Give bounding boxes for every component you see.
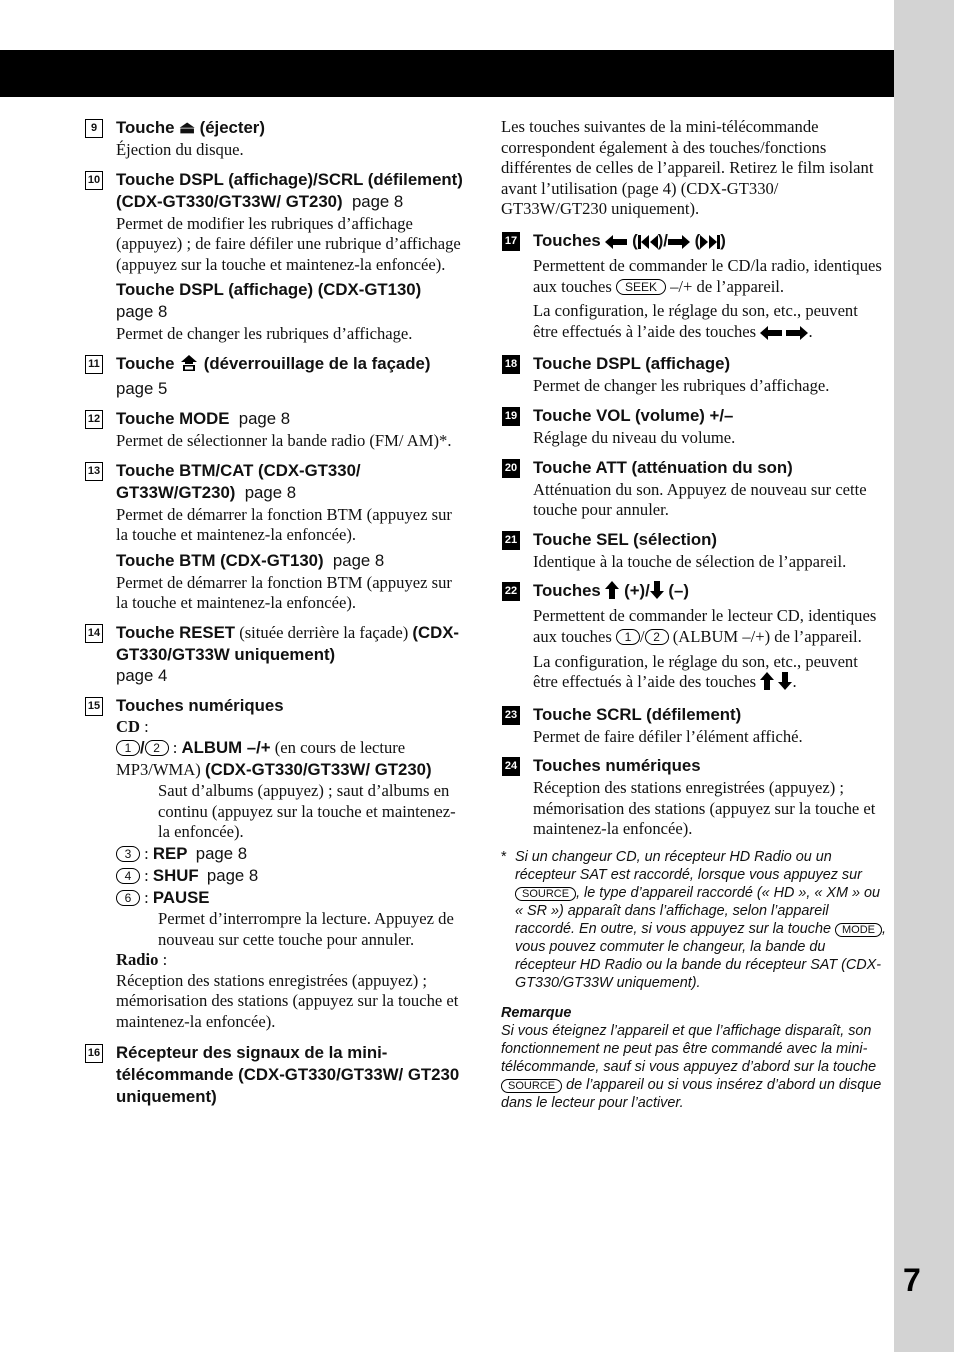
item-number: 20 xyxy=(502,459,520,478)
item-desc: Permet de changer les rubriques d’affichage. xyxy=(533,376,830,396)
pause-label: PAUSE xyxy=(152,887,210,907)
item-title-2: (+)/ xyxy=(624,581,650,601)
item-14 xyxy=(84,622,464,687)
album-models: (CDX-GT330/GT33W/ GT230) xyxy=(204,760,432,780)
colon: : xyxy=(162,950,168,970)
down-arrow-icon xyxy=(650,581,664,605)
page-ref: page 8 xyxy=(195,843,248,863)
item-desc: Permettent de commander le lecteur CD, identiques aux touches xyxy=(533,606,877,646)
item-desc: Permet de modifier les rubriques d’affichage (appuyez) ; de faire défiler une rubrique d’affichage (appuyez sur la touche et maintenez-la enfoncée). xyxy=(116,213,461,274)
item-title: Touche VOL (volume) +/– xyxy=(533,405,734,425)
footnote-star: * xyxy=(501,849,507,866)
cd-label: CD xyxy=(116,716,140,736)
item-title: Touche SCRL (défilement) xyxy=(533,704,742,724)
key-2-icon: 2 xyxy=(145,740,169,756)
item-title: Touche xyxy=(116,118,175,137)
item-title: Touche ATT (atténuation du son) xyxy=(533,457,793,477)
item-desc: La configuration, le réglage du son, etc., peuvent être effectués à l’aide des touches xyxy=(533,651,858,692)
item-number: 24 xyxy=(502,757,520,776)
item-number: 10 xyxy=(85,171,103,190)
item-desc: Réception des stations enregistrées (appuyez) ; mémorisation des stations (appuyez sur la touche et maintenez-la enfoncée). xyxy=(533,778,876,839)
left-arrow-icon xyxy=(760,325,782,346)
item-number: 18 xyxy=(502,355,520,374)
item-10 xyxy=(84,169,464,345)
paren: ) xyxy=(720,230,726,250)
up-arrow-icon xyxy=(605,581,619,605)
right-column xyxy=(501,117,886,1112)
album-label: ALBUM –/+ xyxy=(181,738,271,758)
key-1-icon: 1 xyxy=(616,629,640,645)
item-number: 11 xyxy=(85,355,103,374)
item-title: Touche MODE xyxy=(116,408,230,428)
left-arrow-icon xyxy=(605,233,627,255)
item-number: 19 xyxy=(502,407,520,426)
item-title-2: (déverrouillage de la façade) xyxy=(203,353,431,373)
footnote-text: Si un changeur CD, un récepteur HD Radio ou un récepteur SAT est raccordé, lorsque vous appuyez sur xyxy=(515,849,862,884)
item-subtitle: Touche BTM (CDX-GT130) xyxy=(116,550,324,570)
item-desc: Permet de changer les rubriques d’affichage. xyxy=(116,324,413,344)
item-note: (située derrière la façade) xyxy=(239,622,409,642)
pause-desc: Permet d’interrompre la lecture. Appuyez de nouveau sur cette touche pour annuler. xyxy=(158,908,454,949)
key-3-icon: 3 xyxy=(116,846,140,862)
item-subtitle: Touche DSPL (affichage) (CDX-GT130) xyxy=(116,280,422,300)
item-title: Touches xyxy=(533,230,601,250)
page-ref: page 8 xyxy=(244,482,297,502)
page-number: 7 xyxy=(903,1262,921,1298)
item-title-2: (éjecter) xyxy=(199,118,265,137)
footnote-text-3: , vous pouvez commuter le changeur, la bande du récepteur HD Radio ou la bande du récepteur SAT (CDX-GT330/GT33W uniquement). xyxy=(515,921,886,992)
next-track-icon xyxy=(700,233,720,255)
right-arrow-icon xyxy=(668,233,690,255)
item-number: 9 xyxy=(85,119,103,138)
radio-desc: Réception des stations enregistrées (appuyez) ; mémorisation des stations (appuyez sur la touche et maintenez-la enfoncée). xyxy=(116,970,459,1031)
footnote-text-2: , le type d’appareil raccordé (« HD », « XM » ou « SR ») apparaît dans l’affichage, selon l’appareil raccordé. En outre, si vous appuyez sur la touche xyxy=(515,885,881,938)
page-ref: page 4 xyxy=(116,665,168,685)
colon: : xyxy=(144,716,149,736)
remark xyxy=(501,1004,886,1112)
item-20 xyxy=(501,457,886,521)
item-title: Récepteur des signaux de la mini-télécommande (CDX-GT330/GT33W/ GT230 uniquement) xyxy=(116,1043,460,1107)
paren-slash: )/ xyxy=(657,230,668,250)
slash: / xyxy=(140,738,145,758)
item-models: (CDX-GT330/GT33W uniquement) xyxy=(116,622,460,664)
key-6-icon: 6 xyxy=(116,890,140,906)
item-title-3: (–) xyxy=(668,581,689,601)
remark-text-2: de l’appareil ou si vous insérez d’abord un disque dans le lecteur pour l’activer. xyxy=(501,1077,882,1112)
source-key-icon: SOURCE xyxy=(501,1079,562,1093)
item-23 xyxy=(501,704,886,748)
item-desc: Atténuation du son. Appuyez de nouveau sur cette touche pour annuler. xyxy=(533,479,867,520)
mode-key-icon: MODE xyxy=(835,923,882,937)
page-ref: page 8 xyxy=(116,302,168,322)
key-2-icon: 2 xyxy=(645,629,669,645)
eject-icon: ⏏ xyxy=(179,118,195,137)
remark-text: Si vous éteignez l’appareil et que l’affichage disparaît, son fonctionnement ne peut pas être commandé avec la mini-télécommande, sauf si vous appuyez d’abord sur la touche xyxy=(501,1023,877,1076)
item-title: Touche SEL (sélection) xyxy=(533,529,718,549)
item-title: Touche BTM/CAT (CDX-GT330/ GT33W/GT230) xyxy=(116,460,361,502)
item-9 xyxy=(84,117,464,161)
item-16 xyxy=(84,1042,464,1108)
item-number: 12 xyxy=(85,410,103,429)
item-11 xyxy=(84,353,464,400)
item-desc: Permettent de commander le CD/la radio, identiques aux touches xyxy=(533,255,882,296)
item-19 xyxy=(501,405,886,449)
source-key-icon: SOURCE xyxy=(515,887,576,901)
item-number: 17 xyxy=(502,232,520,251)
item-desc: La configuration, le réglage du son, etc., peuvent être effectués à l’aide des touches xyxy=(533,301,858,341)
item-number: 15 xyxy=(85,697,103,716)
item-title: Touches numériques xyxy=(533,756,701,776)
item-desc: Permet de démarrer la fonction BTM (appuyez sur la touche et maintenez-la enfoncée). xyxy=(116,572,452,613)
paren: ( xyxy=(694,230,701,250)
item-title: Touche DSPL (affichage)/SCRL (défilement) (CDX-GT330/GT33W/ GT230) xyxy=(116,169,463,211)
item-title: Touche DSPL (affichage) xyxy=(533,354,731,374)
seek-key-icon: SEEK xyxy=(616,279,666,295)
up-arrow-icon xyxy=(760,672,774,696)
prev-track-icon xyxy=(638,233,658,255)
page-ref: page 5 xyxy=(116,378,168,398)
item-number: 14 xyxy=(85,624,103,643)
item-21 xyxy=(501,529,886,573)
paren: ( xyxy=(632,230,638,250)
item-17: 17 Touches ( )/ ( ) Permettent de commander le CD/la radio, identiques aux touches SEEK –/+ de l’appareil. La configuration, le réglage du son, etc., peuvent être effectués à l’aide des touches . xyxy=(501,230,886,345)
item-number: 21 xyxy=(502,531,520,550)
item-15: 15 Touches numériques CD : 1 / 2 : ALBUM –/+ (en cours de lecture MP3/WMA) (CDX-GT330/GT33W/ GT230) Saut d’albums (appuyez) ; saut d’albums en continu (appuyez sur la touche et maintenez-la enfoncée). 3 : REP page 8 4 : SHUF page 8 6 : PAUSE Permet d’interrompre la lecture. Appuyez de nouveau sur cette touche pour annuler. Radio : Réception des stations enregistrées (appuyez) ; mémorisation des stations (appuyez sur la touche et maintenez-la enfoncée). xyxy=(84,695,464,1033)
item-number: 22 xyxy=(502,582,520,601)
item-number: 13 xyxy=(85,462,103,481)
item-desc: Réglage du niveau du volume. xyxy=(533,427,736,447)
shuf-label: SHUF xyxy=(152,865,199,885)
item-13 xyxy=(84,460,464,614)
key-4-icon: 4 xyxy=(116,868,140,884)
right-arrow-icon xyxy=(786,325,808,346)
item-desc-2: (ALBUM –/+) de l’appareil. xyxy=(672,626,862,646)
remark-title: Remarque xyxy=(501,1005,572,1022)
page-ref: page 8 xyxy=(351,191,404,211)
item-title: Touche RESET xyxy=(116,622,236,642)
page-ref: page 8 xyxy=(206,865,259,885)
item-title: Touche xyxy=(116,353,175,373)
page-side-tab xyxy=(894,0,954,1352)
release-icon xyxy=(179,354,199,378)
item-desc-2: –/+ de l’appareil. xyxy=(670,276,785,296)
header-bar xyxy=(0,50,894,97)
item-desc: Permet de sélectionner la bande radio (FM/ AM)*. xyxy=(116,430,452,450)
footnote xyxy=(501,848,886,992)
item-title: Touches xyxy=(533,581,601,601)
item-22: 22 Touches (+)/ (–) Permettent de commander le lecteur CD, identiques aux touches 1 / 2 (ALBUM –/+) de l’appareil. La configuration, le réglage du son, etc., peuvent être effectués à l’aide des touches . xyxy=(501,580,886,695)
intro-text: Les touches suivantes de la mini-télécommande correspondent également à des touches/fonctions différentes de celles de l’appareil. Retirez le film isolant avant l’utilisation (page 4) (CDX-GT330/ GT33W/GT230 uniquement). xyxy=(501,117,874,219)
item-desc: Permet de faire défiler l’élément affiché. xyxy=(533,726,803,746)
item-desc: Éjection du disque. xyxy=(116,140,244,159)
album-desc: Saut d’albums (appuyez) ; saut d’albums en continu (appuyez sur la touche et maintenez-la enfoncée). xyxy=(158,781,456,842)
page-ref: page 8 xyxy=(238,408,291,428)
item-number: 23 xyxy=(502,706,520,725)
key-1-icon: 1 xyxy=(116,740,140,756)
item-number: 16 xyxy=(85,1044,103,1063)
radio-label: Radio xyxy=(116,950,159,970)
left-column xyxy=(84,117,464,1116)
rep-label: REP xyxy=(152,843,188,863)
down-arrow-icon xyxy=(778,672,792,696)
item-18 xyxy=(501,353,886,397)
item-desc: Identique à la touche de sélection de l’appareil. xyxy=(533,551,847,571)
album-note: (en cours de lecture MP3/WMA) xyxy=(116,738,406,780)
item-title: Touches numériques xyxy=(116,695,284,715)
item-24 xyxy=(501,755,886,840)
item-12 xyxy=(84,408,464,452)
page-ref: page 8 xyxy=(332,550,385,570)
item-desc: Permet de démarrer la fonction BTM (appuyez sur la touche et maintenez-la enfoncée). xyxy=(116,504,452,545)
